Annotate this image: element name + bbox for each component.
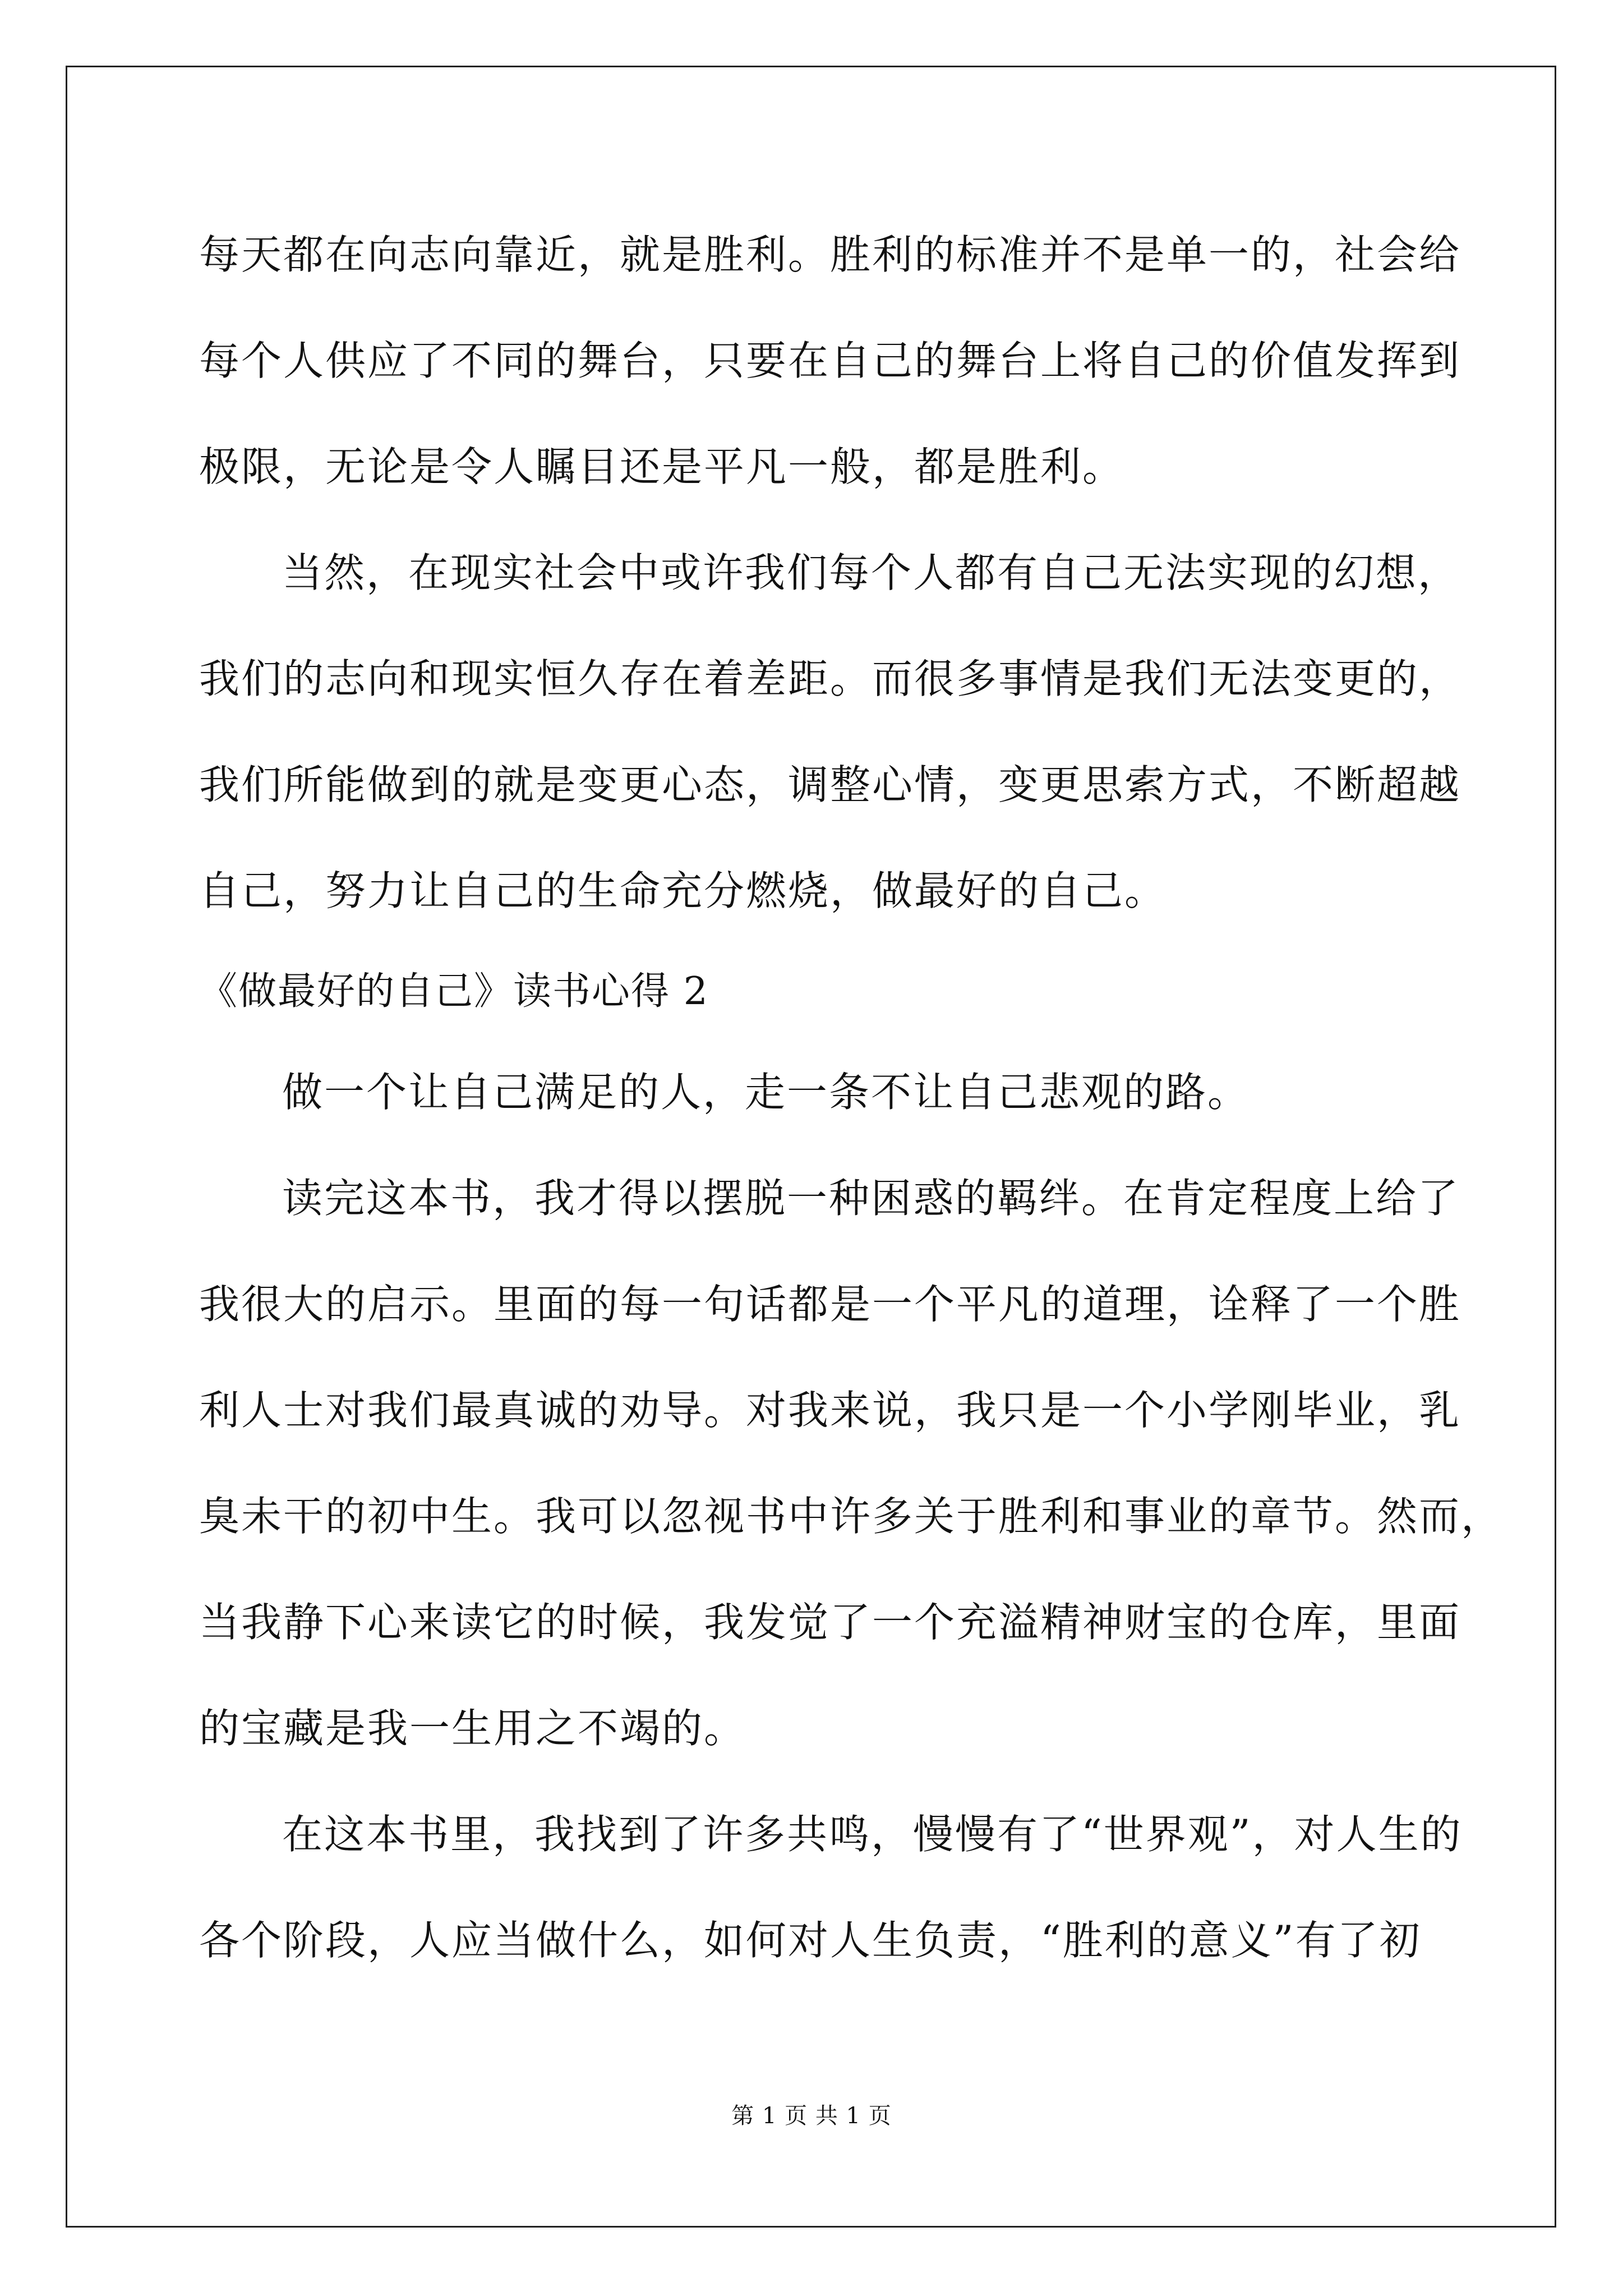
text-line: 当我静下心来读它的时候，我发觉了一个充溢精神财宝的仓库，里面 <box>199 1599 1461 1646</box>
paragraph <box>199 1039 1467 1145</box>
text-line: 每天都在向志向靠近，就是胜利。胜利的标准并不是单一的，社会给 <box>199 231 1461 278</box>
paragraph <box>199 1145 1504 1782</box>
text-line: 每个人供应了不同的舞台，只要在自己的舞台上将自己的价值发挥到 <box>199 337 1461 384</box>
paragraph <box>199 1782 1467 1994</box>
paragraph <box>199 202 1467 520</box>
text-line: 在这本书里，我找到了许多共鸣，慢慢有了“世界观”，对人生的 <box>282 1811 1463 1858</box>
section-heading: 《做最好的自己》读书心得 2 <box>199 969 709 1014</box>
text-line: 极限，无论是令人瞩目还是平凡一般，都是胜利。 <box>199 443 1125 490</box>
text-line: 我们所能做到的就是变更心态，调整心情，变更思索方式，不断超越 <box>199 761 1461 808</box>
document-body <box>199 202 1504 1994</box>
text-line: 各个阶段，人应当做什么，如何对人生负责，“胜利的意义”有了初 <box>199 1917 1422 1964</box>
text-line: 做一个让自己满足的人，走一条不让自己悲观的路。 <box>282 1069 1250 1116</box>
text-line: 自己，努力让自己的生命充分燃烧，做最好的自己。 <box>199 867 1167 914</box>
text-line: 我们的志向和现实恒久存在着差距。而很多事情是我们无法变更的， <box>199 655 1461 702</box>
text-line: 臭未干的初中生。我可以忽视书中许多关于胜利和事业的章节。然而， <box>199 1493 1504 1540</box>
text-line: 当然，在现实社会中或许我们每个人都有自己无法实现的幻想， <box>282 549 1460 596</box>
text-line: 我很大的启示。里面的每一句话都是一个平凡的道理，诠释了一个胜 <box>199 1281 1461 1328</box>
page-footer: 第 1 页 共 1 页 <box>731 2103 892 2129</box>
text-line: 利人士对我们最真诚的劝导。对我来说，我只是一个小学刚毕业，乳 <box>199 1387 1461 1434</box>
text-line: 读完这本书，我才得以摆脱一种困惑的羁绊。在肯定程度上给了 <box>282 1175 1460 1222</box>
paragraph <box>199 520 1467 944</box>
text-line: 的宝藏是我一生用之不竭的。 <box>199 1705 746 1752</box>
